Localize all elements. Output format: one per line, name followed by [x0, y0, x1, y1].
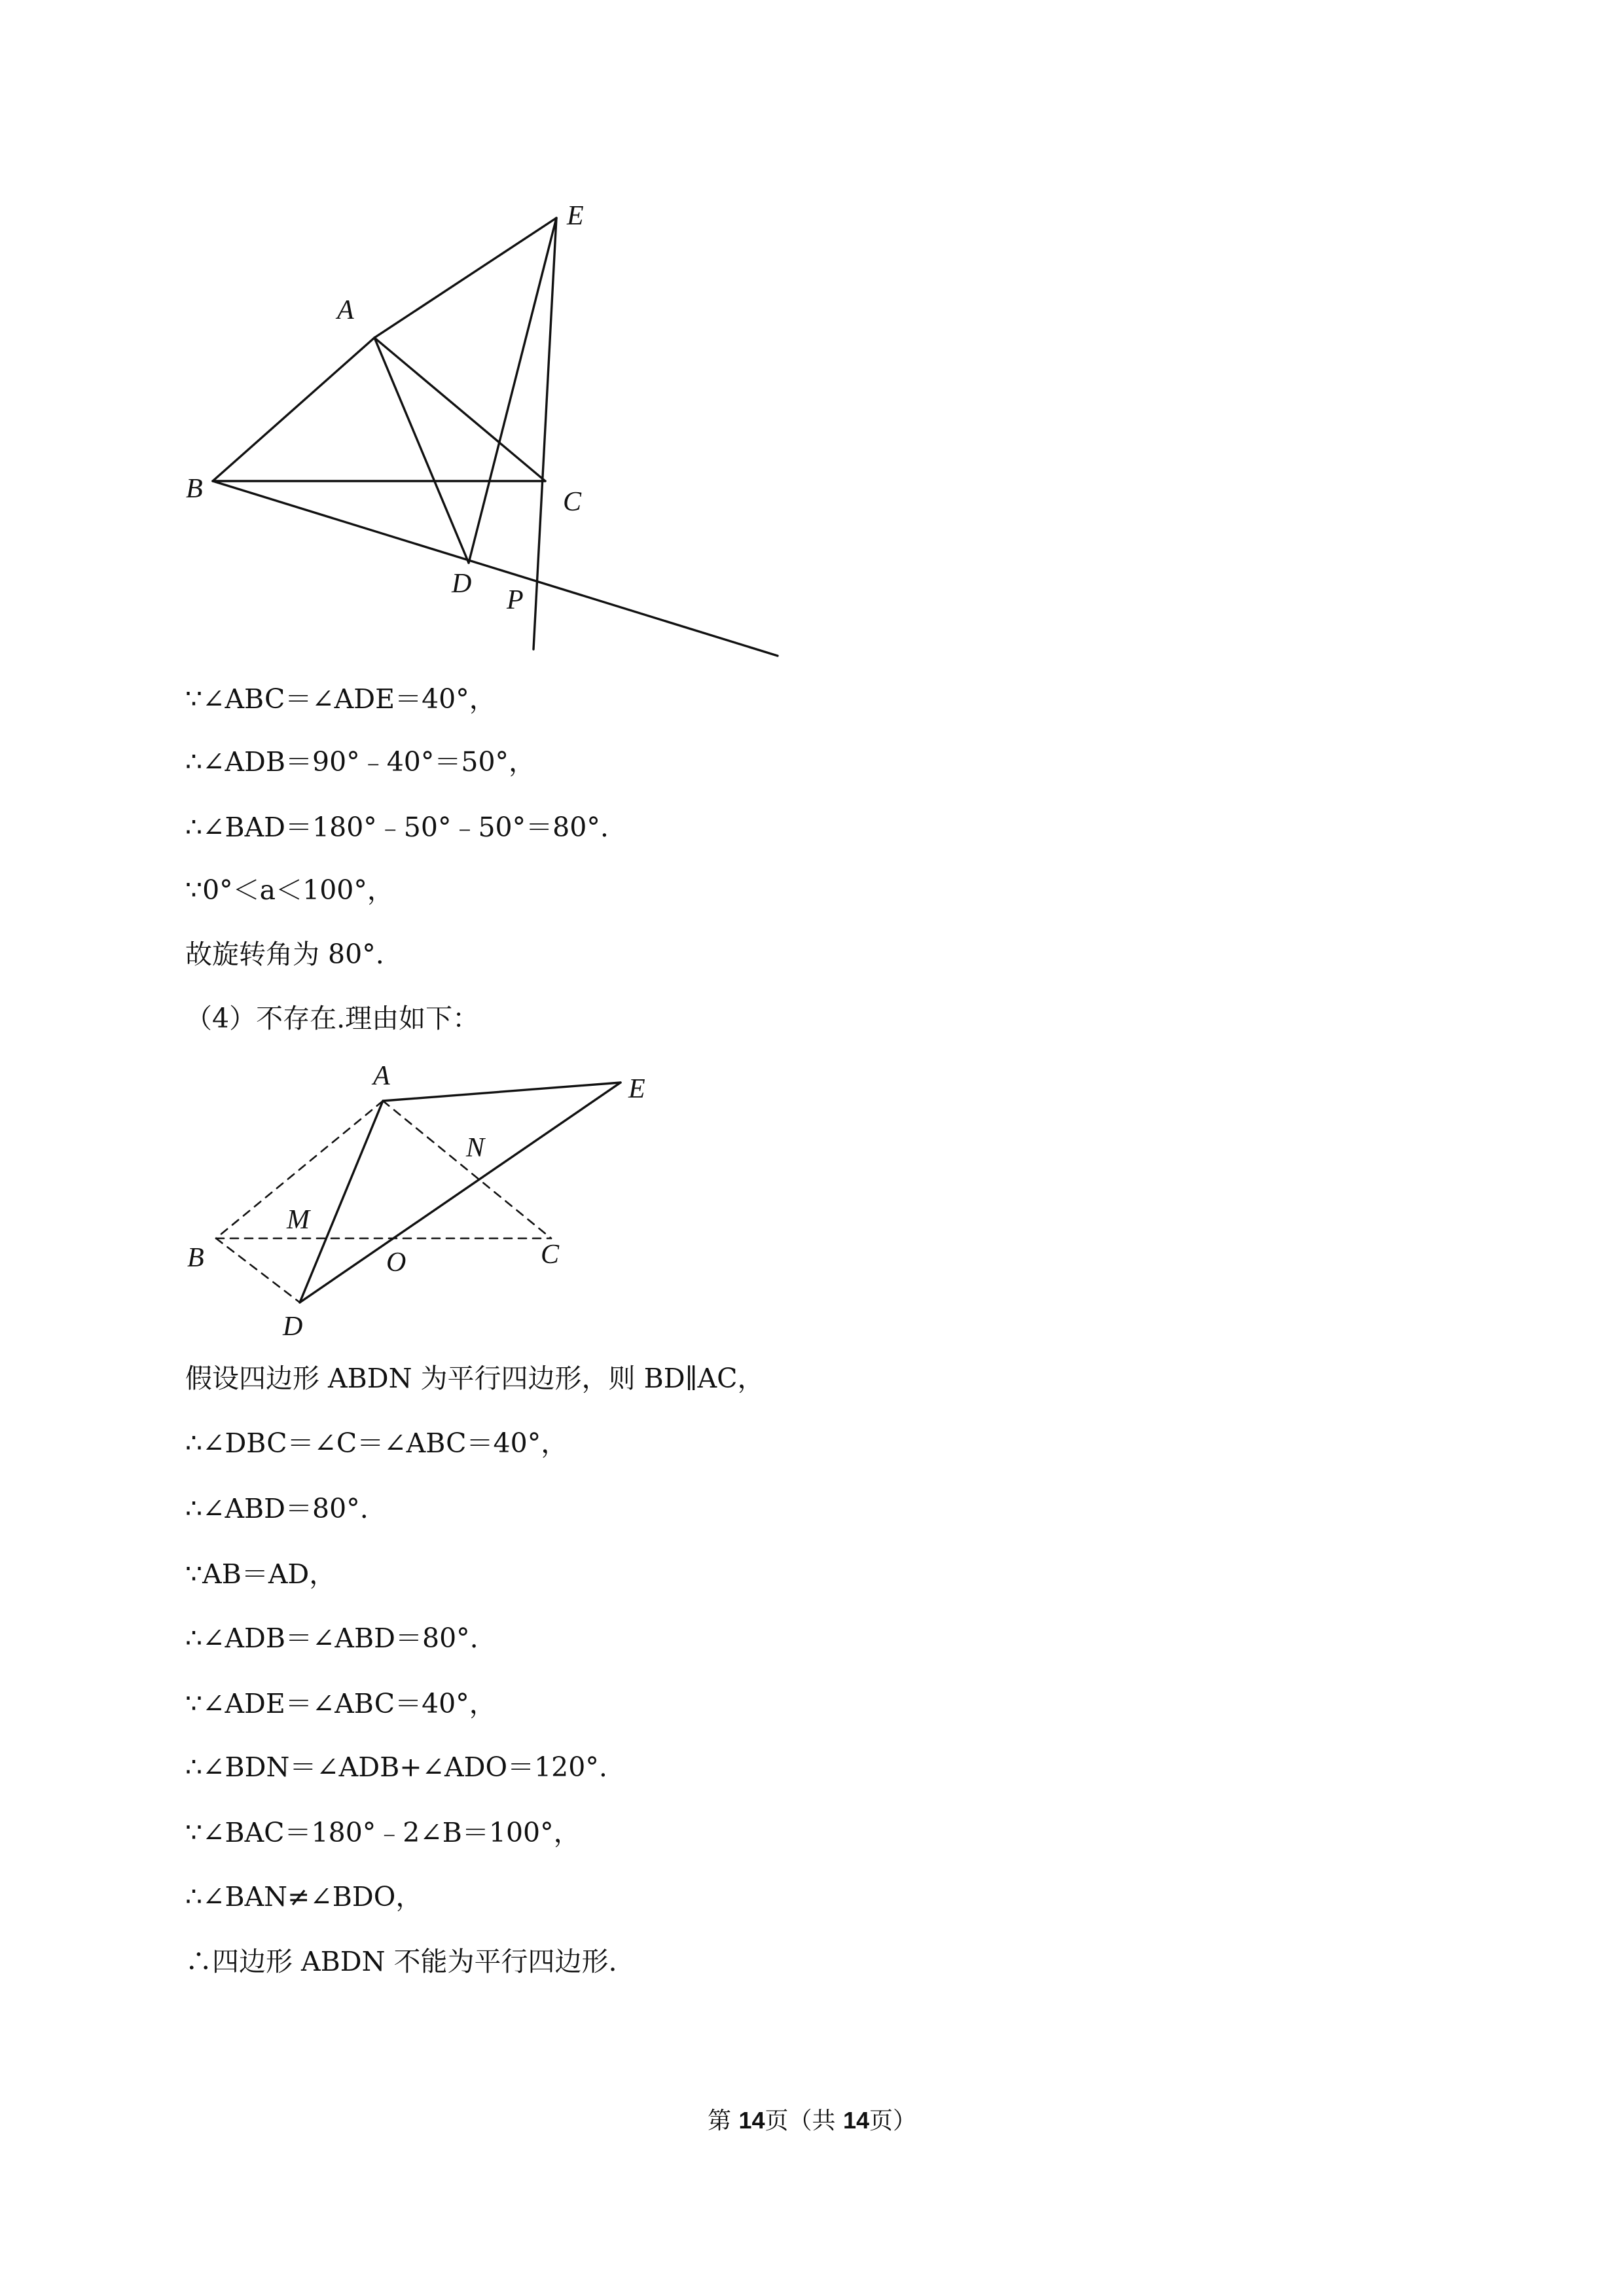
figure-2-segments	[216, 1083, 621, 1302]
dashed-BD	[216, 1238, 300, 1302]
label-D: D	[283, 1312, 303, 1342]
footer-total-pages: 14	[842, 2107, 869, 2134]
label-M: M	[287, 1205, 310, 1235]
ray-BP	[213, 481, 778, 656]
text-line-14: ∵∠BAC＝180°﹣2∠B＝100°，	[185, 1817, 581, 1848]
segment-AD	[374, 338, 469, 563]
segment-AB	[213, 338, 374, 481]
text-line-1: ∵∠ABC＝∠ADE＝40°，	[185, 683, 496, 715]
text-line-11: ∴∠ADB＝∠ABD＝80°.	[185, 1623, 478, 1654]
footer-middle: 页（共	[765, 2108, 843, 2134]
label-A: A	[373, 1061, 390, 1091]
text-line-12: ∵∠ADE＝∠ABC＝40°，	[185, 1688, 496, 1719]
segment-DE	[469, 218, 556, 563]
text-line-10: ∵AB＝AD，	[185, 1558, 336, 1590]
figure-1-segments	[213, 218, 778, 656]
text-line-13: ∴∠BDN＝∠ADB+∠ADO＝120°.	[185, 1751, 607, 1783]
figure-2	[0, 1034, 720, 1348]
segment-AE	[374, 218, 556, 338]
label-E: E	[567, 201, 584, 231]
text-line-16: ∴四边形 ABDN 不能为平行四边形.	[185, 1946, 617, 1977]
text-line-6: （4）不存在.理由如下：	[185, 1003, 480, 1034]
segment-AE	[383, 1083, 621, 1101]
label-B: B	[187, 1243, 204, 1273]
label-B: B	[186, 474, 203, 504]
label-N: N	[466, 1133, 485, 1163]
text-line-5: 故旋转角为 80°.	[185, 939, 384, 970]
text-line-8: ∴∠DBC＝∠C＝∠ABC＝40°，	[185, 1427, 568, 1459]
figure-1	[0, 0, 851, 668]
footer-prefix: 第	[707, 2108, 739, 2134]
dashed-AC	[383, 1101, 551, 1238]
label-P: P	[507, 585, 524, 615]
label-O: O	[386, 1247, 406, 1278]
label-D: D	[452, 569, 472, 599]
text-line-2: ∴∠ADB＝90°﹣40°＝50°，	[185, 746, 536, 778]
segment-AD	[300, 1101, 383, 1302]
footer-page-number: 14	[738, 2107, 765, 2134]
text-line-15: ∴∠BAN≠∠BDO，	[185, 1881, 423, 1912]
label-E: E	[628, 1074, 645, 1104]
footer-suffix: 页）	[869, 2108, 916, 2134]
text-line-3: ∴∠BAD＝180°﹣50°﹣50°＝80°.	[185, 812, 609, 843]
text-line-4: ∵0°＜a＜100°，	[185, 874, 394, 906]
text-line-7: 假设四边形 ABDN 为平行四边形，则 BD∥AC，	[185, 1363, 765, 1394]
label-C: C	[541, 1240, 560, 1270]
label-C: C	[563, 487, 582, 517]
label-A: A	[337, 295, 354, 325]
text-line-9: ∴∠ABD＝80°.	[185, 1493, 369, 1524]
page-footer	[0, 2102, 1624, 2136]
segment-DE	[300, 1083, 621, 1302]
